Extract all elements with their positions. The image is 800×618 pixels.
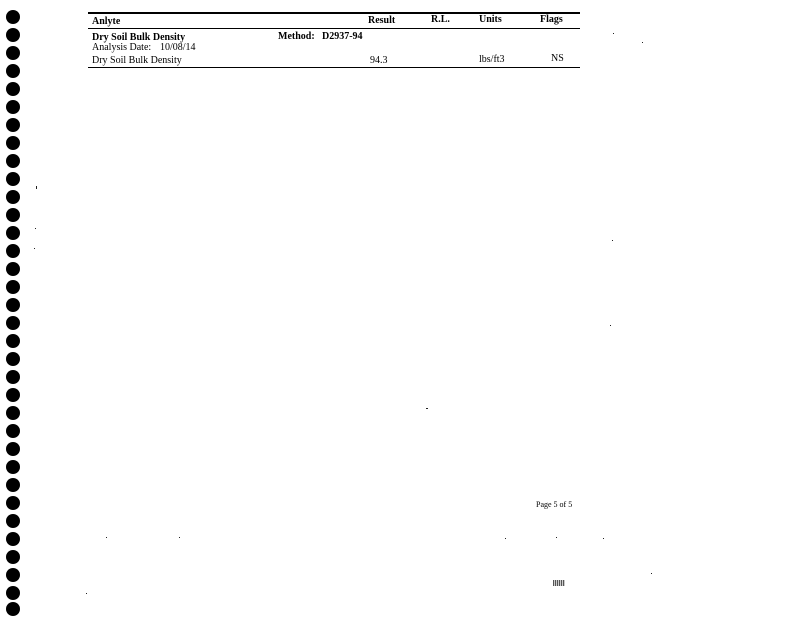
- row-units: lbs/ft3: [479, 54, 505, 65]
- group-name: Dry Soil Bulk Density: [92, 32, 186, 43]
- punch-hole-icon: [6, 46, 20, 60]
- punch-hole-icon: [6, 28, 20, 42]
- punch-hole-icon: [6, 406, 20, 420]
- scan-speck: [505, 538, 506, 539]
- scan-speck: [426, 408, 428, 409]
- scan-speck: [36, 186, 37, 189]
- punch-hole-icon: [6, 352, 20, 366]
- header-units: Units: [479, 14, 502, 25]
- punch-hole-icon: [6, 532, 20, 546]
- row-flags: NS: [551, 53, 564, 64]
- punch-hole-icon: [6, 334, 20, 348]
- scan-speck: [35, 228, 36, 229]
- scan-speck: [86, 593, 87, 594]
- table-top-rule: [88, 12, 580, 14]
- header-flags: Flags: [540, 14, 563, 25]
- scan-speck: [613, 33, 614, 34]
- punch-hole-icon: [6, 496, 20, 510]
- scan-speck: [651, 573, 652, 574]
- punch-hole-icon: [6, 442, 20, 456]
- binder-holes: [6, 10, 22, 610]
- punch-hole-icon: [6, 172, 20, 186]
- punch-hole-icon: [6, 478, 20, 492]
- scan-mark: [553, 580, 565, 586]
- header-analyte: Anlyte: [92, 16, 121, 27]
- scan-speck: [612, 240, 613, 241]
- scan-speck: [34, 248, 35, 249]
- punch-hole-icon: [6, 10, 20, 24]
- punch-hole-icon: [6, 82, 20, 96]
- header-rl: R.L.: [431, 14, 450, 25]
- punch-hole-icon: [6, 136, 20, 150]
- header-result: Result: [368, 15, 396, 26]
- punch-hole-icon: [6, 424, 20, 438]
- punch-hole-icon: [6, 190, 20, 204]
- row-analyte: Dry Soil Bulk Density: [92, 55, 182, 66]
- punch-hole-icon: [6, 388, 20, 402]
- table-bottom-rule: [88, 67, 580, 68]
- punch-hole-icon: [6, 208, 20, 222]
- punch-hole-icon: [6, 154, 20, 168]
- punch-hole-icon: [6, 100, 20, 114]
- scan-speck: [106, 537, 107, 538]
- punch-hole-icon: [6, 568, 20, 582]
- punch-hole-icon: [6, 460, 20, 474]
- scan-speck: [179, 537, 180, 538]
- punch-hole-icon: [6, 370, 20, 384]
- row-result: 94.3: [370, 55, 388, 66]
- punch-hole-icon: [6, 262, 20, 276]
- header-rule: [88, 28, 580, 29]
- analysis-date-label: Analysis Date:: [92, 42, 152, 53]
- scan-speck: [603, 538, 604, 539]
- punch-hole-icon: [6, 118, 20, 132]
- method-value: D2937-94: [322, 31, 363, 42]
- analysis-date-value: 10/08/14: [160, 42, 196, 53]
- punch-hole-icon: [6, 298, 20, 312]
- punch-hole-icon: [6, 514, 20, 528]
- punch-hole-icon: [6, 550, 20, 564]
- punch-hole-icon: [6, 602, 20, 616]
- punch-hole-icon: [6, 226, 20, 240]
- punch-hole-icon: [6, 316, 20, 330]
- scan-speck: [556, 537, 557, 538]
- punch-hole-icon: [6, 244, 20, 258]
- punch-hole-icon: [6, 280, 20, 294]
- punch-hole-icon: [6, 586, 20, 600]
- method-label: Method:: [278, 31, 315, 42]
- scan-speck: [642, 42, 643, 43]
- scan-speck: [610, 325, 611, 326]
- punch-hole-icon: [6, 64, 20, 78]
- page-number: Page 5 of 5: [536, 500, 573, 509]
